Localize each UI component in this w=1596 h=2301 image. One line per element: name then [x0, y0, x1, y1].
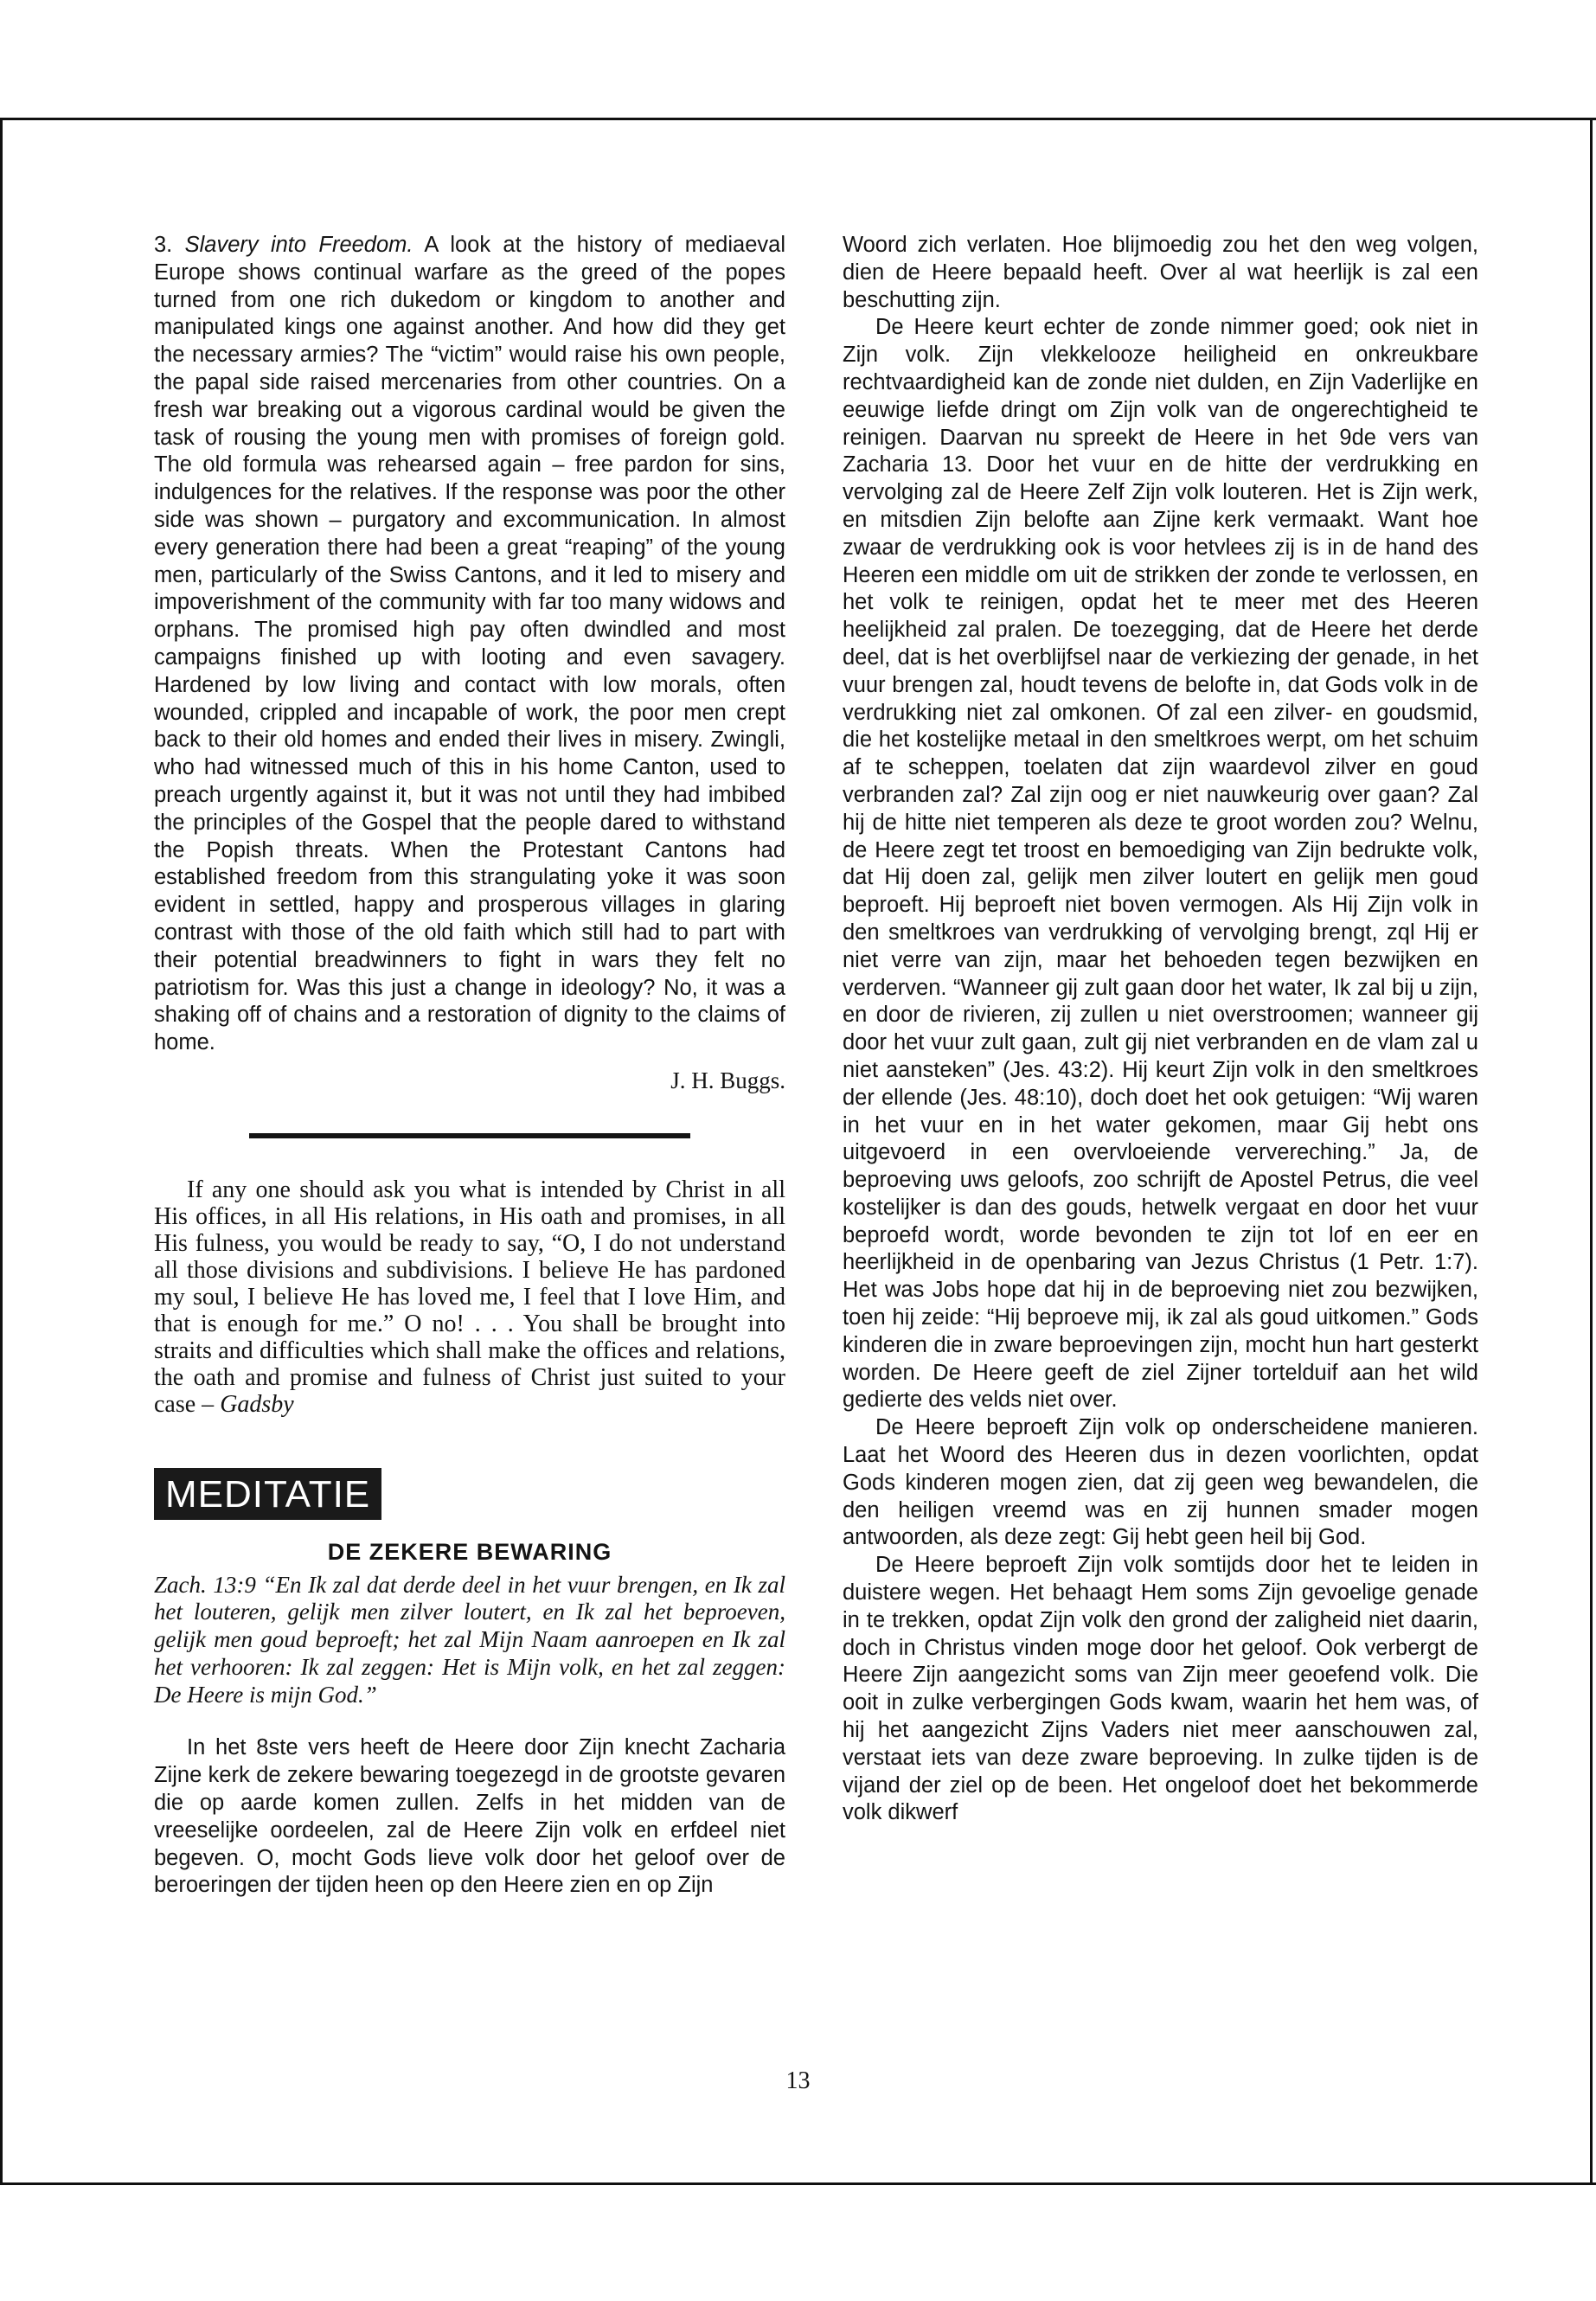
left-column: [154, 232, 785, 1900]
article-number: 3.: [154, 233, 173, 257]
page-frame-left: [0, 118, 3, 2185]
page-frame-right: [1590, 118, 1593, 2185]
meditation-heading: DE ZEKERE BEWARING: [327, 1538, 612, 1565]
quote-text: If any one should ask you what is intended by Christ in all His offices, in all His relations, in His oath and promises, in all His fulness, you would be ready to say, “O, I do not understand all those divisions and subdivisions. I believe He has pardoned my soul, I believe He has loved me, I feel that I love Him, and that is enough for me.” O no! . . . You shall be brought into straits and difficulties which shall make the offices and relations, the oath and promise and fulness of Christ just suited to your case –: [154, 1176, 785, 1418]
page-frame-bottom: [0, 2182, 1596, 2185]
meditatie-banner-wrap: [154, 1468, 785, 1520]
article-body: A look at the history of mediaeval Europe shows continual warfare as the greed of the popes turned from one rich dukedom or kingdom to another and manipulated kings one against another. And how did they get the necessary armies? The “victim” would raise his own people, the papal side raised mercenaries from other countries. On a fresh war breaking out a vigorous cardinal would be given the task of rousing the young men with promises of foreign gold. The old formula was rehearsed again – free pardon for sins, indulgences for the relatives. If the response was poor the other side was shown – purgatory and excommunication. In almost every generation there had been a great “reaping” of the young men, particularly of the Swiss Cantons, and it led to misery and impoverishment of the community with far too many widows and orphans. The promised high pay often dwindled and most campaigns finished up with looting and even savagery. Hardened by low living and contact with low morals, often wounded, crippled and incapable of work, the poor men crept back to their old homes and ended their lives in misery. Zwingli, who had witnessed much of this in his home Canton, used to preach urgently against it, but it was not until they had imbibed the principles of the Gospel that the people dared to withstand the Popish threats. When the Protestant Cantons had established freedom from this strangulating yoke it was soon evident in settled, happy and prosperous villages in glaring contrast with those of the old faith which still had to part with their potential breadwinners to fight in wars they felt no patriotism for. Was this just a change in ideology? No, it was a shaking off of chains and a restoration of dignity to the claims of home.: [154, 233, 785, 1055]
page-frame-top: [0, 118, 1596, 120]
meditatie-banner: MEDITATIE: [154, 1468, 381, 1520]
meditation-paragraph-4: De Heere beproeft Zijn volk somtijds door het te leiden in duistere wegen. Het behaagt Hem soms Zijn gevoelige genade in te trekken, opdat Zijn volk den grond der zaligheid niet daarin, doch in Christus vinden moge door het geloof. Ook verbergt de Heere Zijn aangezicht soms van Zijn meer geoefend volk. Die ooit in zulke verbergingen Gods kwam, waarin het hem was, of hij het aangezicht Zijns Vaders niet meer aanschouwen zal, verstaat iets van deze zware beproeving. In zulke tijden is de vijand der ziel op de been. Het ongeloof doet het bekommerde volk dikwerf: [843, 1553, 1478, 1825]
meditation-paragraph-2: De Heere keurt echter de zonde nimmer goed; ook niet in Zijn volk. Zijn vlekkelooze heiligheid en onkreukbare rechtvaardigheid kan de zonde niet dulden, en Zijn Vaderlijke en eeuwige liefde dringt om Zijn volk van de ongerechtigheid te reinigen. Daarvan nu spreekt de Heere in het 9de vers van Zacharia 13. Door het vuur en de hitte der verdrukking en vervolging zal de Heere Zelf Zijn volk louteren. Het is Zijn werk, en mitsdien Zijn belofte aan Zijne kerk vermaakt. Want hoe zwaar de verdrukking ook is voor hetvlees zij is in de hand des Heeren een middle om uit de strikken der zonde te verlossen, en het volk te reinigen, opdat het te meer met des Heeren heelijkheid zal pralen. De toezegging, dat de Heere het derde deel, dat is het overblijfsel naar de verkiezing der genade, in het vuur brengen zal, houdt tevens de belofte in, dat Gods volk in de verdrukking niet zal omkonen. Of zal een zilver- en goudsmid, die het kostelijke metaal in den smeltkroes werpt, om het schuim af te scheppen, toelaten dat zijn waardevol zilver en goud verbranden zal? Zal zijn oog er niet nauwkeurig over gaan? Zal hij de hitte niet temperen als deze te groot worden zou? Welnu, de Heere zegt tet troost en bemoediging van Zijn bedrukte volk, dat Hij doen zal, gelijk men zilver loutert en gelijk men goud beproeft. Hij beproeft niet boven vermogen. Als Hij Zijn volk in den smeltkroes van verdrukking of vervolging brengt, zql Hij er niet verre van zijn, maar het behoeden tegen bezwijken en verderven. “Wanneer gij zult gaan door het water, Ik zal bij u zijn, en door de rivieren, zij zullen u niet overstroomen; wanneer gij door het vuur zult gaan, zult gij niet verbranden en de vlam zal u niet aansteken” (Jes. 43:2). Hij keurt Zijn volk in den smeltkroes der ellende (Jes. 48:10), doch doet het ook getuigen: “Wij waren in het vuur en in het water gekomen, maar Gij hebt ons uitgevoerd in een overvloeiende ververeching.” Ja, de beproeving uws geloofs, zoo schrijft de Apostel Petrus, die veel kostelijker is dan des gouds, hetwelk vergaat en door het vuur beproefd wordt, worde bevonden te zijn tot lof en eer en heerlijkheid in de openbaring van Jezus Christus (1 Petr. 1:7). Het was Jobs hope dat hij in de beproeving niet zou bezwijken, toen hij zeide: “Hij beproeve mij, ik zal als goud uitkomen.” Gods kinderen die in zware beproevingen zijn, mocht hun hart gesterkt worden. De Heere geeft de ziel Zijner tortelduif aan het wild gedierte des velds niet over.: [843, 315, 1478, 1413]
article-slavery-into-freedom: [154, 232, 785, 1057]
scripture-quote: [154, 1572, 785, 1709]
article-signature: J. H. Buggs.: [670, 1067, 785, 1093]
right-column: [843, 232, 1478, 1827]
scripture-reference: Zach. 13:9: [154, 1571, 256, 1598]
meditation-intro-paragraph: In het 8ste vers heeft de Heere door Zijn knecht Zacharia Zijne kerk de zekere bewaring toegezegd in de grootste gevaren die op aarde komen zullen. Zelfs in het midden van de vreeselijke oordeelen, zal de Heere Zijn volk en erfdeel niet begeven. O, mocht Gods lieve volk door het geloof over de beroeringen der tijden heen op den Heere zien en op Zijn: [154, 1735, 785, 1898]
scripture-text: “En Ik zal dat derde deel in het vuur brengen, en Ik zal het louteren, gelijk men zilver loutert, en Ik zal het beproeven, gelijk men goud beproeft; het zal Mijn Naam aanroepen en Ik zal het verhooren: Ik zal zeggen: Het is Mijn volk, en het zal zeggen: De Heere is mijn God.”: [154, 1571, 785, 1708]
gadsby-quote: [154, 1176, 785, 1418]
meditation-paragraph-3: De Heere beproeft Zijn volk op onderscheidene manieren. Laat het Woord des Heeren dus in dezen voorlichten, opdat Gods kinderen mogen zien, dat zij geen weg bewandelen, die den heiligen vreemd was en zij hunnen smader mogen antwoorden, als deze zegt: Gij hebt geen heil bij God.: [843, 1415, 1478, 1550]
quote-attribution: Gadsby: [220, 1390, 294, 1418]
article-title: Slavery into Freedom.: [184, 233, 413, 257]
page-number: 13: [785, 2067, 811, 2094]
section-divider: [249, 1133, 690, 1138]
meditation-paragraph-1: Woord zich verlaten. Hoe blijmoedig zou het den weg volgen, dien de Heere bepaald heeft. Over al wat heerlijk is zal een beschutting zijn.: [843, 233, 1478, 312]
